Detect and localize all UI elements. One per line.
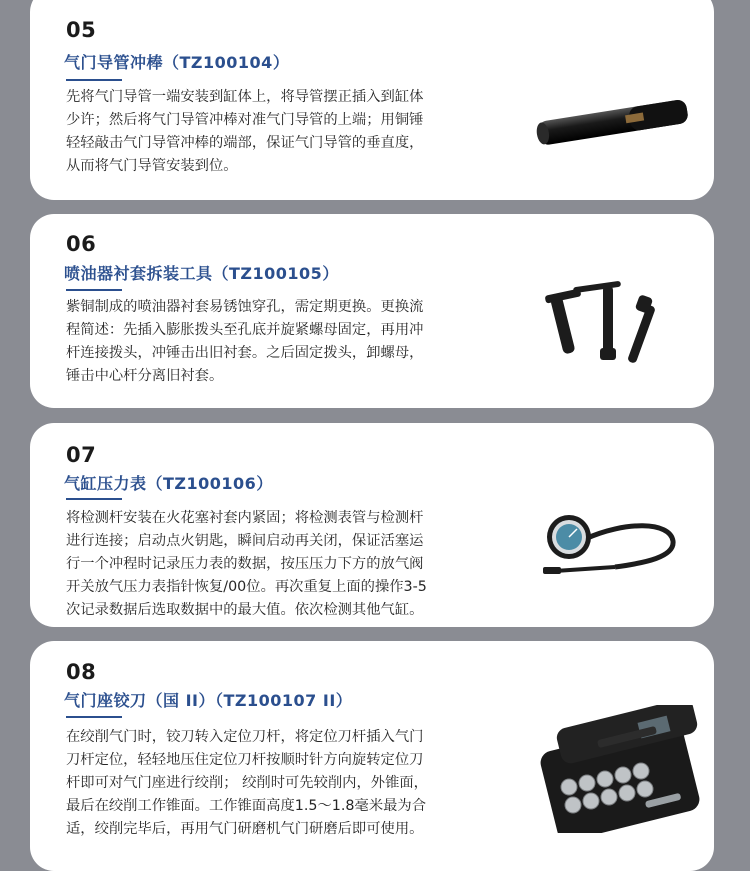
desc-line: 适，绞削完毕后，再用气门研磨机气门研磨后即可使用。 [66,821,424,837]
tool-card-07 [30,423,714,627]
desc-line: 将检测杆安装在火花塞衬套内紧固；将检测表管与检测杆 [66,510,424,526]
card-title: 气缸压力表（TZ100106） [64,474,273,493]
injector-sleeve-tool-image [535,276,685,366]
card-title: 气门座铰刀（国 II）（TZ100107 II） [64,691,353,710]
desc-line: 进行连接；启动点火钥匙，瞬间启动再关闭，保证活塞运 [66,533,424,549]
card-title: 气门导管冲棒（TZ100104） [64,53,290,72]
desc-line: 杆连接拨头，冲锤击出旧衬套。之后固定拨头，卸螺母， [66,345,424,361]
desc-line: 次记录数据后选取数据中的最大值。依次检测其他气缸。 [66,602,424,618]
title-underline [66,498,122,500]
card-description [66,507,502,622]
tool-card-05 [30,0,714,200]
desc-line: 最后在绞削工作锥面。工作锥面高度1.5～1.8毫米最为合 [66,798,427,814]
desc-line: 锤击中心杆分离旧衬套。 [66,368,224,384]
desc-line: 杆即可对气门座进行绞削； 绞削时可先较削内，外锥面， [66,775,428,791]
card-number: 08 [66,660,97,684]
compression-gauge-image [535,511,695,581]
desc-line: 轻轻敲击气门导管冲棒的端部，保证气门导管的垂直度， [66,135,424,151]
card-description [66,86,502,178]
desc-line: 开关放气压力表指针恢复/00位。再次重复上面的操作3-5 [66,579,427,595]
title-underline [66,289,122,291]
desc-line: 程简述：先插入膨胀拨头至孔底并旋紧螺母固定，再用冲 [66,322,424,338]
title-underline [66,716,122,718]
card-number: 05 [66,18,97,42]
desc-line: 行一个冲程时记录压力表的数据，按压压力下方的放气阀 [66,556,424,572]
card-description [66,296,502,388]
card-number: 07 [66,443,97,467]
card-number: 06 [66,232,97,256]
valve-seat-reamer-kit-image [527,705,707,833]
tool-card-06 [30,214,714,408]
tool-card-08 [30,641,714,871]
title-underline [66,79,122,81]
card-description [66,726,502,841]
desc-line: 从而将气门导管安装到位。 [66,158,238,174]
desc-line: 先将气门导管一端安装到缸体上，将导管摆正插入到缸体 [66,89,424,105]
desc-line: 少许；然后将气门导管冲棒对准气门导管的上端；用铜锤 [66,112,424,128]
valve-guide-punch-image [530,92,700,152]
desc-line: 在绞削气门时，铰刀转入定位刀杆，将定位刀杆插入气门 [66,729,424,745]
card-title: 喷油器衬套拆装工具（TZ100105） [64,264,339,283]
desc-line: 紫铜制成的喷油器衬套易锈蚀穿孔，需定期更换。更换流 [66,299,424,315]
desc-line: 刀杆定位，轻轻地压住定位刀杆按顺时针方向旋转定位刀 [66,752,424,768]
